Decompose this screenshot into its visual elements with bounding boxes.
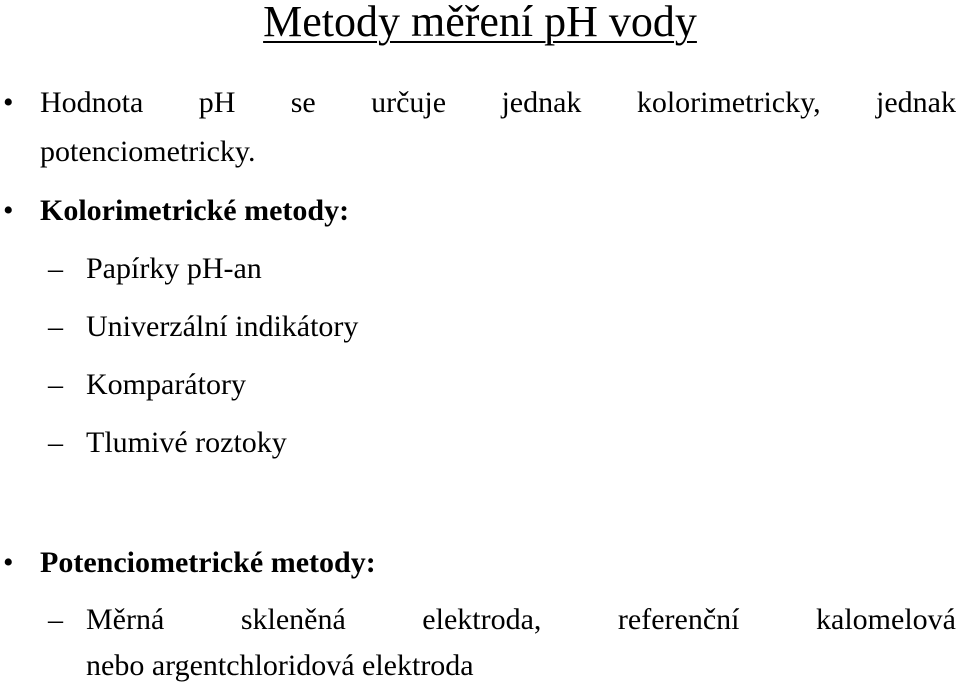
subitem: Papírky pH-an xyxy=(86,252,262,285)
bullet-icon: • xyxy=(3,86,14,119)
word: elektroda, xyxy=(422,603,542,636)
slide-title: Metody měření pH vody xyxy=(263,0,697,46)
subitem: Tlumivé roztoky xyxy=(86,426,287,459)
bullet-icon: • xyxy=(3,546,14,579)
dash-icon: – xyxy=(48,603,63,636)
subitem: Univerzální indikátory xyxy=(86,310,359,343)
dash-icon: – xyxy=(48,426,63,459)
bullet-1-line-1 xyxy=(40,85,956,121)
word: určuje xyxy=(371,86,447,119)
dash-icon: – xyxy=(48,252,63,285)
word: kalomelová xyxy=(816,603,956,636)
word: Měrná xyxy=(86,603,165,636)
bullet-2-heading: Kolorimetrické metody: xyxy=(40,194,350,227)
word: pH xyxy=(198,86,236,119)
bullet-1-line-2: potenciometricky. xyxy=(40,135,256,168)
bullet-3-sub-line-2: nebo argentchloridová elektroda xyxy=(86,649,474,682)
word: kolorimetricky, xyxy=(636,86,821,119)
bullet-3-heading: Potenciometrické metody: xyxy=(40,546,376,579)
word: Hodnota xyxy=(40,86,144,119)
word: skleněná xyxy=(240,603,346,636)
subitem: Komparátory xyxy=(86,368,246,401)
bullet-icon: • xyxy=(3,194,14,227)
word: se xyxy=(290,86,316,119)
dash-icon: – xyxy=(48,368,63,401)
dash-icon: – xyxy=(48,310,63,343)
word: jednak xyxy=(501,86,582,119)
word: referenční xyxy=(617,603,740,636)
word: jednak xyxy=(876,86,956,119)
bullet-3-sub-line-1 xyxy=(86,602,956,638)
